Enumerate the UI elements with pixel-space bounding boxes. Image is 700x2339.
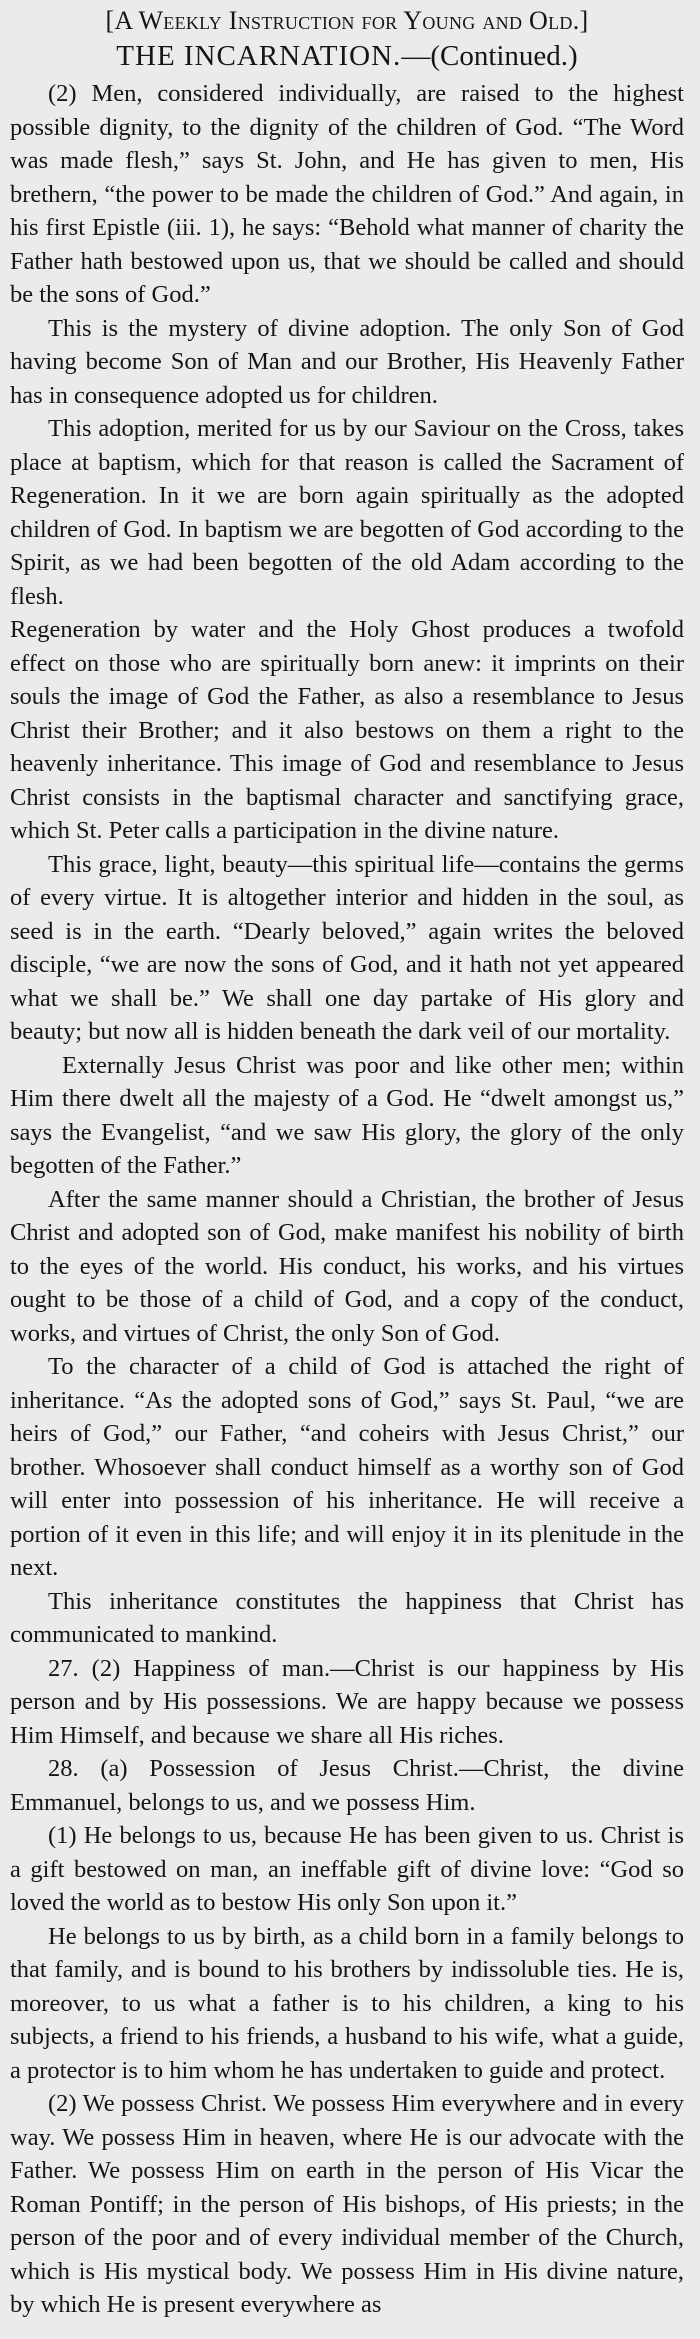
paragraph-1: (2) Men, considered individually, are raised to the highest possible dignity, to the dignity of the children of God. “The Word was made flesh,” says St. John, and He has given to men, His brethern, “the power to be made the children of God.” And again, in his first Epistle (iii. 1), he says: “Behold what manner of charity the Father hath bestowed upon us, that we should be called and should be the sons of God.”	[10, 80, 684, 308]
paragraph-14: (2) We possess Christ. We possess Him everywhere and in every way. We possess Him in heaven, where He is our advocate with the Father. We possess Him on earth in the person of His Vicar the Roman Pontiff; in the person of His bishops, of His priests; in the person of the poor and of every individual member of the Church, which is His mystical body. We possess Him in His divine nature, by which He is present everywhere as	[10, 2090, 684, 2318]
header-bracket-open: [	[105, 6, 115, 35]
header-bracket-close: ]	[579, 6, 589, 35]
paragraph-11: 28. (a) Possession of Jesus Christ.—Christ, the divine Emmanuel, belongs to us, and we possess Him.	[10, 1755, 684, 1816]
paragraph-5: This grace, light, beauty—this spiritual life—contains the germs of every virtue. It is altogether interior and hidden in the soul, as seed is in the earth. “Dearly beloved,” again writes the beloved disciple, “we are now the sons of God, and it hath not yet appeared what we shall be.” We shall one day partake of His glory and beauty; but now all is hidden beneath the dark veil of our mortality.	[10, 850, 684, 1045]
paragraph-6: Externally Jesus Christ was poor and like other men; within Him there dwelt all the majesty of a God. He “dwelt amongst us,” says the Evangelist, “and we saw His glory, the glory of the only begotten of the Father.”	[10, 1051, 684, 1179]
paragraph-7: After the same manner should a Christian, the brother of Jesus Christ and adopted son of God, make manifest his nobility of birth to the eyes of the world. His conduct, his works, and his virtues ought to be those of a child of God, and a copy of the conduct, works, and virtues of Christ, the only Son of God.	[10, 1185, 684, 1347]
article-body	[10, 77, 684, 2322]
header-text-rest: eekly Instruction for Young and Old.	[163, 6, 580, 35]
paragraph-12: (1) He belongs to us, because He has been given to us. Christ is a gift bestowed on man, an ineffable gift of divine love: “God so loved the world as to bestow His only Son upon it.”	[10, 1822, 684, 1916]
paragraph-3: This adoption, merited for us by our Saviour on the Cross, takes place at baptism, which for that reason is called the Sacrament of Regeneration. In it we are born again spiritually as the adopted children of God. In baptism we are begotten of God according to the Spirit, as we had been begotten of the old Adam according to the flesh.	[10, 415, 684, 610]
column-header	[10, 0, 684, 38]
paragraph-2: This is the mystery of divine adoption. The only Son of God having become Son of Man and our Brother, His Heavenly Father has in consequence adopted us for children.	[10, 314, 684, 409]
paragraph-4: Regeneration by water and the Holy Ghost produces a twofold effect on those who are spiritually born anew: it imprints on their souls the image of God the Father, as also a resemblance to Jesus Christ their Brother; and it also bestows on them a right to the heavenly inheritance. This image of God and resemblance to Jesus Christ consists in the baptismal character and sanctifying grace, which St. Peter calls a participation in the divine nature.	[10, 616, 684, 844]
paragraph-10: 27. (2) Happiness of man.—Christ is our happiness by His person and by His possessions. We are happy because we possess Him Himself, and because we share all His riches.	[10, 1654, 684, 1749]
paragraph-9: This inheritance constitutes the happiness that Christ has communicated to mankind.	[10, 1587, 684, 1648]
article-title	[10, 39, 684, 73]
article-title-sub: —(Continued.)	[401, 40, 578, 72]
header-text-first: A W	[114, 6, 164, 35]
paragraph-8: To the character of a child of God is attached the right of inheritance. “As the adopted sons of God,” says St. Paul, “we are heirs of God,” our Father, “and coheirs with Jesus Christ,” our brother. Whosoever shall conduct himself as a worthy son of God will enter into possession of his inheritance. He will receive a portion of it even in this life; and will enjoy it in its plenitude in the next.	[10, 1353, 684, 1581]
article-title-main: THE INCARNATION.	[116, 40, 402, 72]
paragraph-13: He belongs to us by birth, as a child born in a family belongs to that family, and is bound to his brothers by indissoluble ties. He is, moreover, to us what a father is to his children, a king to his subjects, a friend to his friends, a husband to his wife, what a guide, a protector is to him whom he has undertaken to guide and protect.	[10, 1922, 684, 2084]
